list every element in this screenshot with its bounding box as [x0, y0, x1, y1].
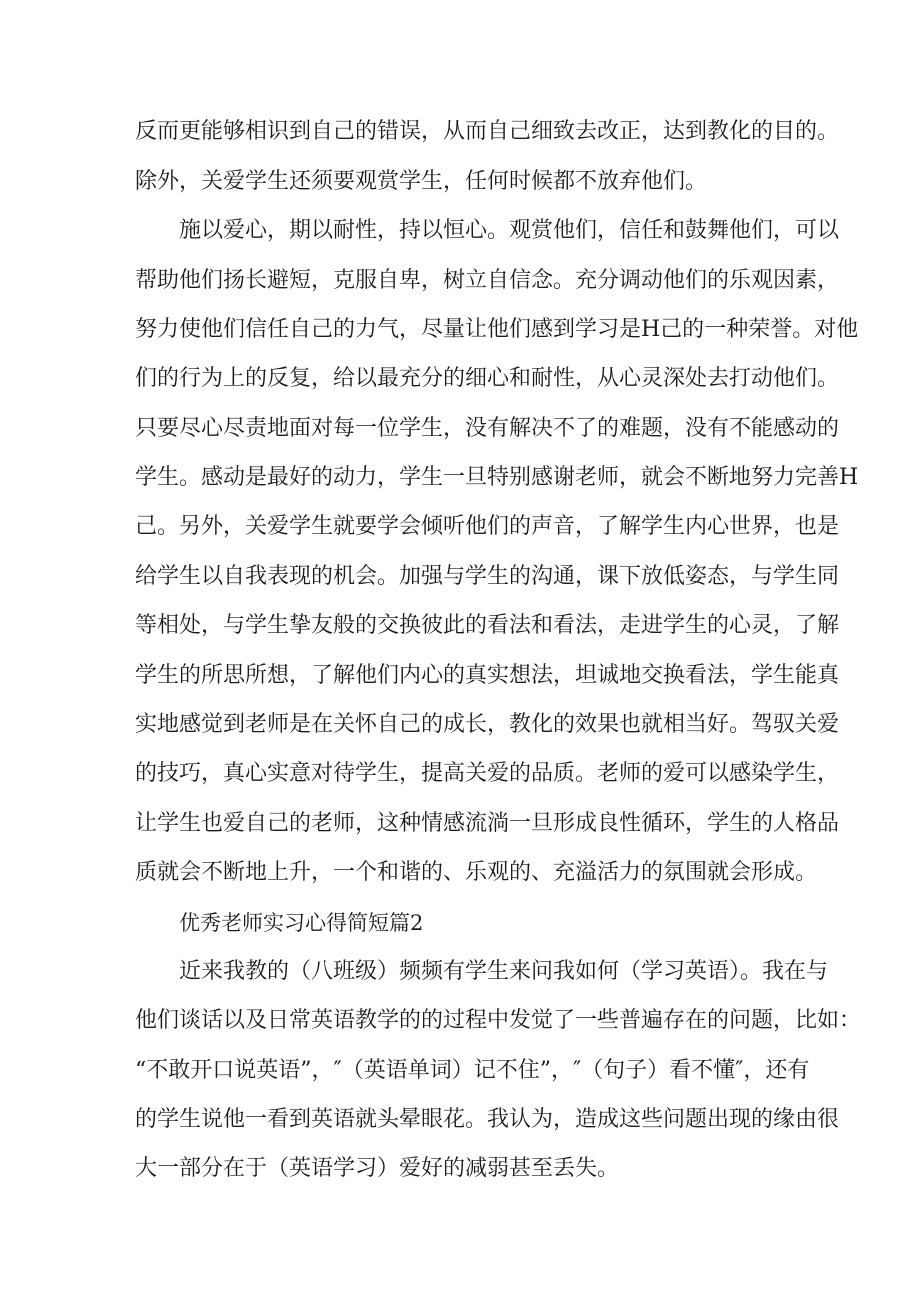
text-line: 大一部分在于（英语学习）爱好的减弱甚至丢失。 — [135, 1156, 620, 1181]
text-line: 近来我教的（八班级）频频有学生来问我如何（学习英语）。我在与 — [179, 959, 829, 984]
text-line: 反而更能够相识到自己的错误，从而自己细致去改正，达到教化的目的。 — [135, 119, 840, 144]
text-line: 己。另外，关爱学生就要学会倾听他们的声音，了解学生内心世界，也是 — [135, 514, 840, 539]
text-line: 除外，关爱学生还须要观赏学生，任何时候都不放弃他们。 — [135, 169, 708, 194]
text-line: 帮助他们扬长避短，克服自卑，树立自信念。充分调动他们的乐观因素， — [135, 268, 840, 293]
text-line: 努力使他们信任自己的力气，尽量让他们感到学习是H己的一种荣誉。对他 — [135, 317, 859, 342]
text-line: “不敢开口说英语”，″（英语单词）记不住”，″（句子）看不懂″，还有 — [135, 1058, 810, 1083]
text-line: 的技巧，真心实意对待学生，提高关爱的品质。老师的爱可以感染学生， — [135, 761, 840, 786]
text-line: 他们谈话以及日常英语教学的的过程中发觉了一些普遍存在的问题，比如： — [135, 1008, 862, 1033]
text-line: 只要尽心尽责地面对每一位学生，没有解决不了的难题，没有不能感动的 — [135, 416, 840, 441]
text-line: 的学生说他一看到英语就头晕眼花。我认为，造成这些问题出现的缘由很 — [135, 1107, 840, 1132]
text-line: 质就会不断地上升，一个和谐的、乐观的、充溢活力的氛围就会形成。 — [135, 860, 818, 885]
text-line: 施以爱心，期以耐性，持以恒心。观赏他们，信任和鼓舞他们，可以 — [179, 218, 840, 243]
text-line: 学生的所思所想，了解他们内心的真实想法，坦诚地交换看法，学生能真 — [135, 663, 840, 688]
text-line: 实地感觉到老师是在关怀自己的成长，教化的效果也就相当好。驾驭关爱 — [135, 712, 840, 737]
text-line: 学生。感动是最好的动力，学生一旦特别感谢老师，就会不断地努力完善H — [135, 465, 859, 490]
text-line: 等相处，与学生挚友般的交换彼此的看法和看法，走进学生的心灵，了解 — [135, 613, 840, 638]
text-line: 们的行为上的反复，给以最充分的细心和耐性，从心灵深处去打动他们。 — [135, 366, 840, 391]
text-line: 给学生以自我表现的机会。加强与学生的沟通，课下放低姿态，与学生同 — [135, 564, 840, 589]
section-heading: 优秀老师实习心得简短篇2 — [179, 911, 424, 935]
text-line: 让学生也爱自己的老师，这种情感流淌一旦形成良性循环，学生的人格品 — [135, 811, 840, 836]
